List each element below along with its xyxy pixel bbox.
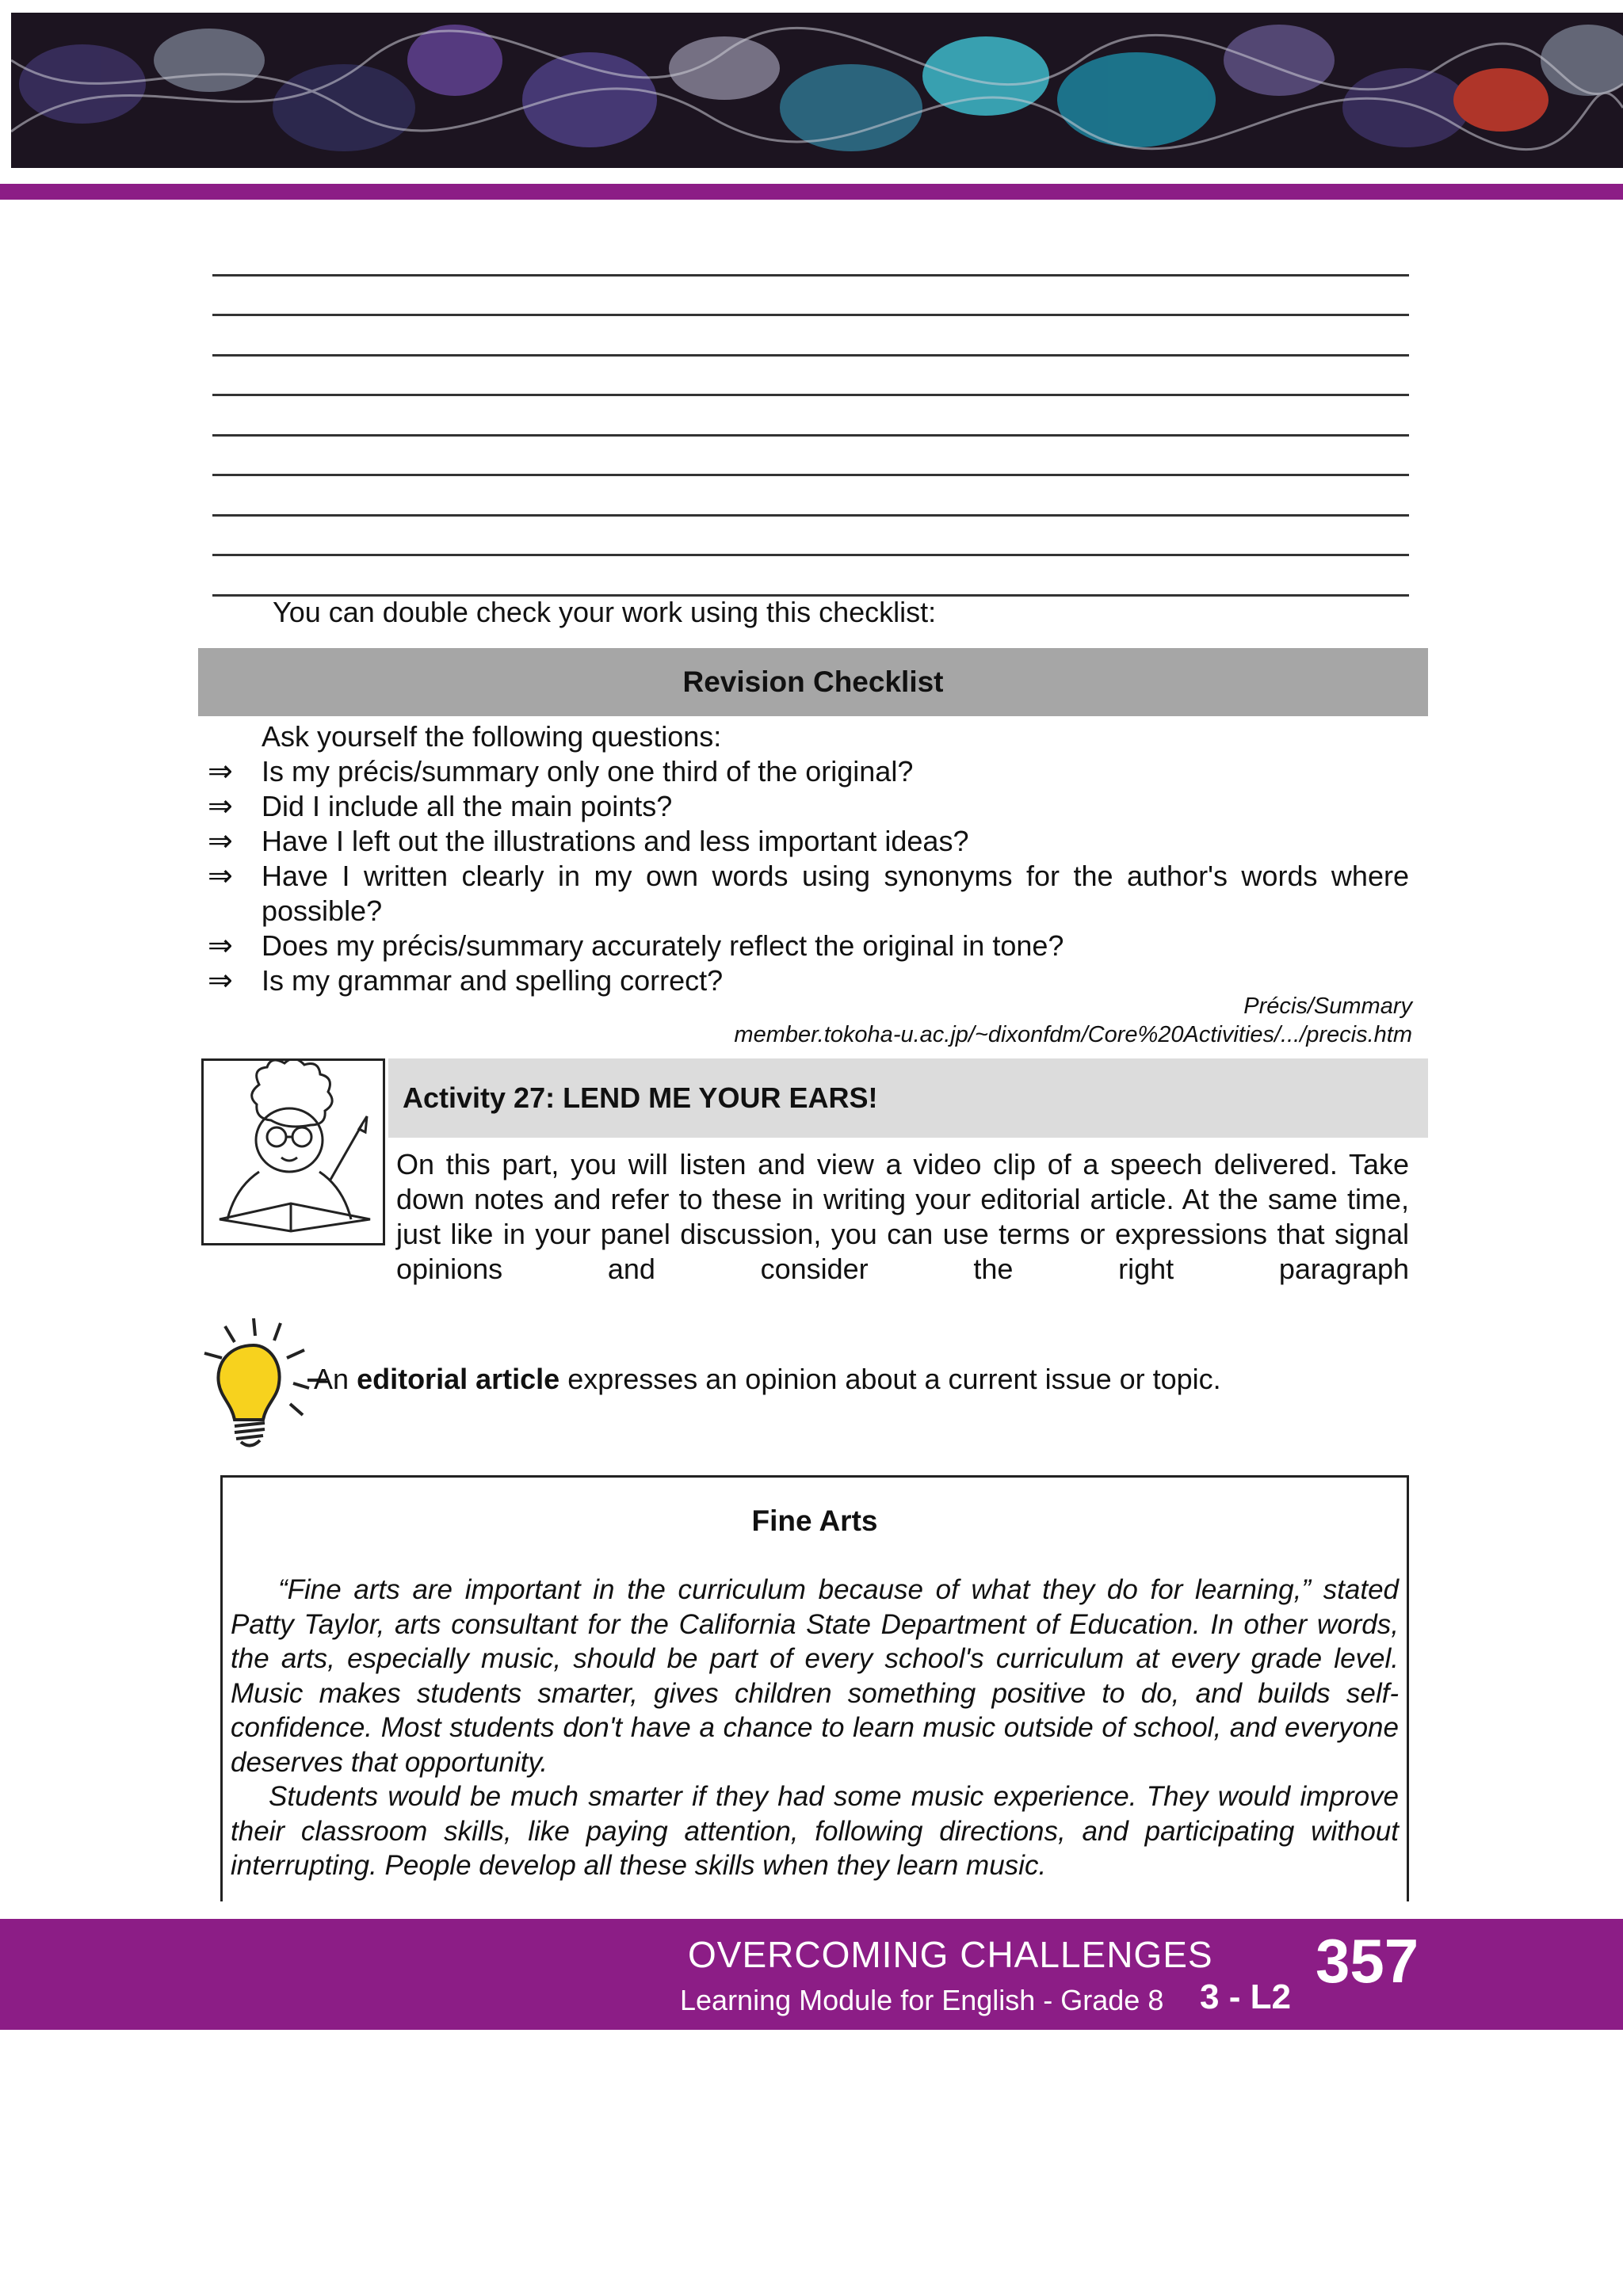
checklist-item: ⇒ Did I include all the main points? <box>208 790 673 823</box>
checklist-prompt: Ask yourself the following questions: <box>262 720 722 753</box>
arrow-icon: ⇒ <box>208 825 233 858</box>
writing-line[interactable] <box>212 396 1409 437</box>
unit-title: OVERCOMING CHALLENGES <box>688 1934 1213 1975</box>
checklist-intro: You can double check your work using this checklist: <box>273 596 937 628</box>
arrow-icon: ⇒ <box>208 755 233 788</box>
editorial-term: editorial article <box>357 1363 560 1395</box>
arrow-icon: ⇒ <box>208 790 233 823</box>
article-paragraph: “Fine arts are important in the curriculum because of what they do for learning,” stated Patty Taylor, arts consultant for the California State Department of Education. In other words, the arts, especially music, should be part of every school's curriculum at every grade level. Music makes students smarter, gives children something positive to do, and builds self-confidence. Most students don't have a chance to learn music outside of school, and everyone deserves that opportunity. <box>231 1574 1399 1778</box>
source-title: Précis/Summary <box>1243 994 1412 1019</box>
sample-editorial-box <box>220 1475 1409 1901</box>
writing-line[interactable] <box>212 556 1409 597</box>
module-name: Learning Module for English - Grade 8 <box>680 1984 1164 2016</box>
lightbulb-icon <box>198 1312 333 1455</box>
checklist-item: ⇒ Have I written clearly in my own words using synonyms for the author's words where possible? <box>208 860 1409 927</box>
arrow-icon: ⇒ <box>208 929 233 963</box>
decorative-banner <box>11 13 1623 168</box>
top-rule <box>0 184 1623 200</box>
editorial-tip: An editorial article expresses an opinion about a current issue or topic. <box>314 1363 1221 1395</box>
article-title: Fine Arts <box>751 1505 878 1537</box>
writing-line[interactable] <box>212 277 1409 317</box>
writing-line[interactable] <box>212 517 1409 557</box>
writing-line[interactable] <box>212 357 1409 397</box>
checklist-item: ⇒ Have I left out the illustrations and less important ideas? <box>208 825 969 858</box>
arrow-icon: ⇒ <box>208 964 233 997</box>
checklist-title: Revision Checklist <box>198 648 1428 716</box>
source-url[interactable]: member.tokoha-u.ac.jp/~dixonfdm/Core%20Activities/.../precis.htm <box>734 1022 1412 1047</box>
writing-line[interactable] <box>212 476 1409 517</box>
activity-instructions: On this part, you will listen and view a video clip of a speech delivered. Take down notes and refer to these in writing your editorial article. At the same time, just like in your panel discussion, you can use terms or expressions that signal opinions and consider the right paragraph <box>396 1148 1409 1285</box>
writing-line[interactable] <box>212 236 1409 277</box>
article-paragraph: Students would be much smarter if they had some music experience. They would improve their classroom skills, like paying attention, following directions, and participating without interrupting. People develop all these skills when they learn music. <box>231 1781 1399 1881</box>
writing-line[interactable] <box>212 316 1409 357</box>
source-citation <box>734 992 1412 1049</box>
checklist-item: ⇒ Is my grammar and spelling correct? <box>208 964 724 997</box>
arrow-icon: ⇒ <box>208 860 233 893</box>
writing-line[interactable] <box>212 437 1409 477</box>
writing-lines <box>212 236 1409 597</box>
checklist-item: ⇒ Is my précis/summary only one third of the original? <box>208 755 914 788</box>
student-writing-illustration <box>201 1058 385 1245</box>
checklist-item: ⇒ Does my précis/summary accurately reflect the original in tone? <box>208 929 1064 963</box>
page-footer <box>0 1919 1623 2030</box>
activity-title: Activity 27: LEND ME YOUR EARS! <box>388 1058 1428 1138</box>
revision-checklist <box>208 719 1409 998</box>
page-number: 357 <box>1316 1926 1419 1996</box>
lesson-code: 3 - L2 <box>1200 1978 1291 2016</box>
